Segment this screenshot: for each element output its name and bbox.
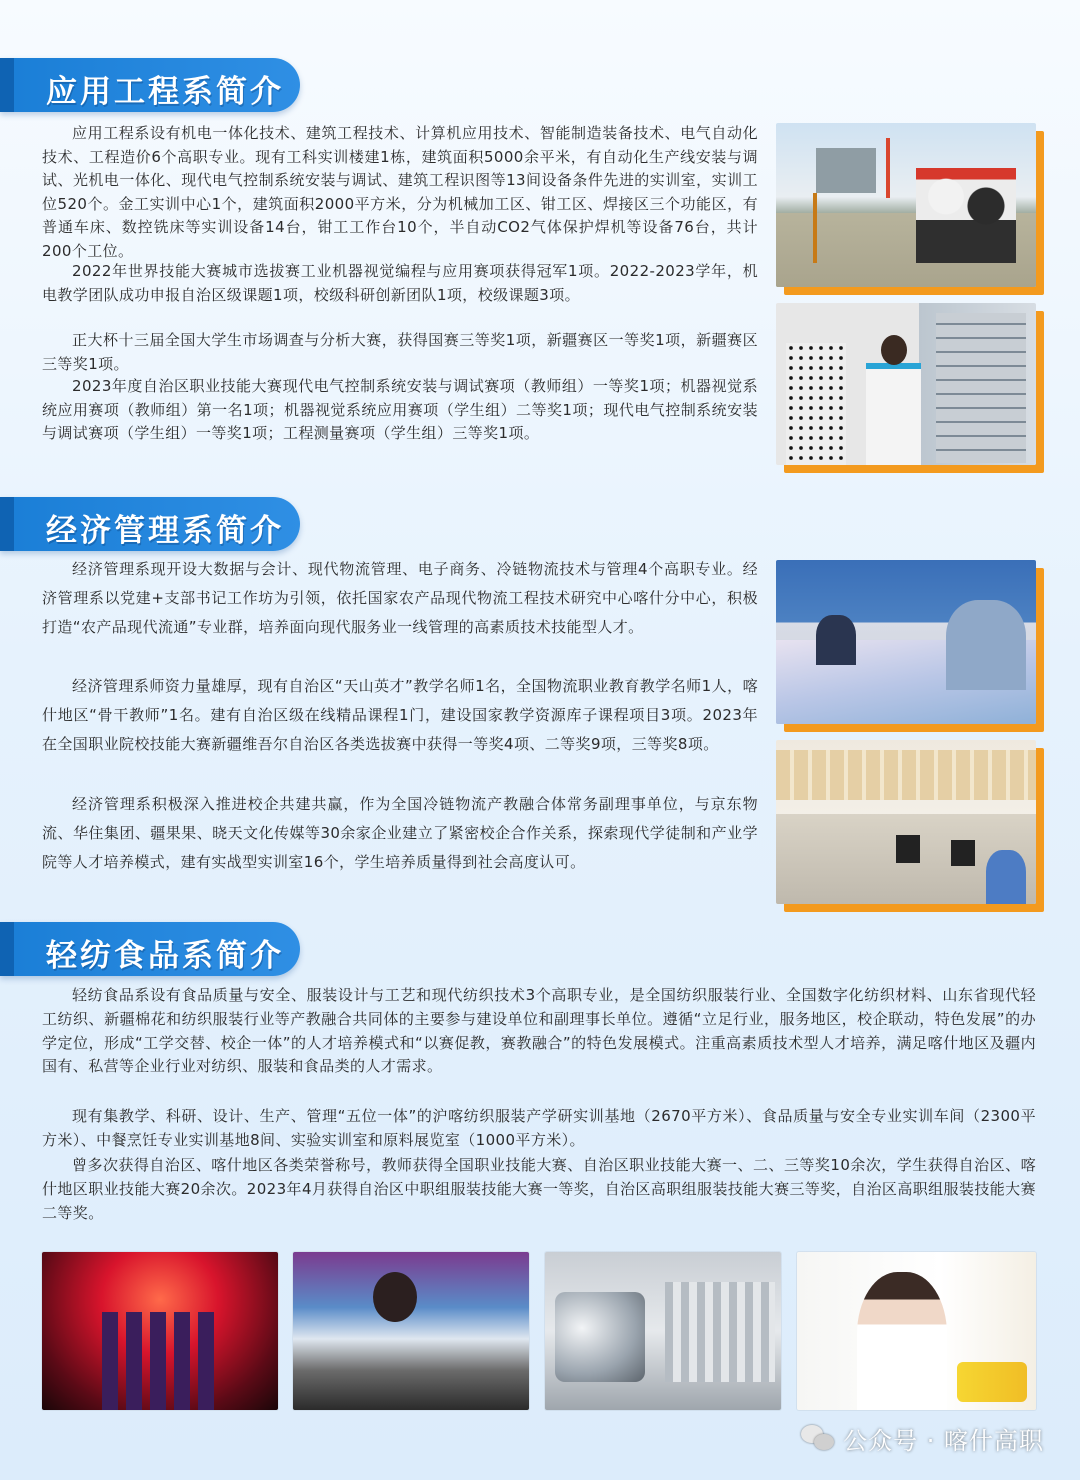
paragraph: 现有集教学、科研、设计、生产、管理“五位一体”的沪喀纺织服装产学研实训基地（2670平方米）、食品质量与安全专业实训车间（2300平方米）、中餐烹饪专业实训基地8间、实验实训室和原料展览室（1000平方米）。 — [42, 1107, 1036, 1149]
section-header-economic-management — [0, 497, 300, 551]
photo-food-plant — [545, 1252, 781, 1410]
photo-computer-lab — [776, 740, 1036, 904]
paragraph: 经济管理系师资力量雄厚，现有自治区“天山英才”教学名师1名，全国物流职业教育教学名师1人，喀什地区“骨干教师”1名。建有自治区级在线精品课程1门，建设国家教学资源库子课程项目3项。2023年在全国职业院校技能大赛新疆维吾尔自治区各类选拔赛中获得一等奖4项、二等奖9项，三等奖8项。 — [42, 677, 758, 753]
photo-fashion-runway — [42, 1252, 278, 1410]
paragraph: 经济管理系积极深入推进校企共建共赢，作为全国冷链物流产教融合体常务副理事单位，与京东物流、华住集团、疆果果、晓天文化传媒等30余家企业建立了紧密校企合作关系，探索现代学徒制和产业学院等人才培养模式，建有实战型实训室16个，学生培养质量得到社会高度认可。 — [42, 795, 758, 871]
section-title: 应用工程系简介 — [46, 74, 284, 110]
section-header-textile-food — [0, 922, 300, 976]
paragraph: 2022年世界技能大赛城市选拔赛工业机器视觉编程与应用赛项获得冠军1项。2022-2023学年，机电教学团队成功申报自治区级课题1项，校级科研创新团队1项，校级课题3项。 — [42, 262, 758, 304]
section-title: 经济管理系简介 — [46, 513, 284, 549]
paragraph: 应用工程系设有机电一体化技术、建筑工程技术、计算机应用技术、智能制造装备技术、电气自动化技术、工程造价6个高职专业。现有工科实训楼建1栋，建筑面积5000余平米，有自动化生产线安装与调试、光机电一体化、现代电气控制系统安装与调试、建筑工程识图等13间设备条件先进的实训室，实训工位520个。金工实训中心1个，建筑面积2000平方米，分为机械加工区、钳工区、焊接区三个功能区，有普通车床、数控铣床等实训设备14台，钳工工作台10个，半自动CO2气体保护焊机等设备76台，共计200个工位。 — [42, 124, 758, 260]
section-header-applied-engineering — [0, 58, 300, 112]
photo-electrical-training — [776, 303, 1036, 465]
paragraph: 正大杯十三届全国大学生市场调查与分析大赛，获得国赛三等奖1项，新疆赛区一等奖1项，新疆赛区三等奖1项。 — [42, 331, 758, 373]
wechat-icon — [801, 1425, 835, 1453]
paragraph: 轻纺食品系设有食品质量与安全、服装设计与工艺和现代纺织技术3个高职专业，是全国纺织服装行业、全国数字化纺织材料、山东省现代轻工纺织、新疆棉花和纺织服装行业等产教融合共同体的主要参与建设单位和副理事长单位。遵循“立足行业，服务地区，校企联动，特色发展”的办学定位，形成“工学交替、校企一体”的人才培养模式和“以赛促教，赛教融合”的特色发展模式。注重高素质技术型人才培养，满足喀什地区及疆内国有、私营等企业行业对纺织、服装和食品类的人才需求。 — [42, 986, 1036, 1076]
paragraph: 经济管理系现开设大数据与会计、现代物流管理、电子商务、冷链物流技术与管理4个高职专业。经济管理系以党建+支部书记工作坊为引领，依托国家农产品现代物流工程技术研究中心喀什分中心，积极打造“农产品现代流通”专业群，培养面向现代服务业一线管理的高素质技术技能型人才。 — [42, 560, 758, 636]
photo-logistics-sandtable — [776, 560, 1036, 724]
section-title: 轻纺食品系简介 — [46, 938, 284, 974]
wechat-watermark — [801, 1421, 1044, 1456]
photo-food-lab — [797, 1252, 1036, 1410]
paragraph: 曾多次获得自治区、喀什地区各类荣誉称号，教师获得全国职业技能大赛、自治区职业技能大赛一、二、三等奖10余次，学生获得自治区、喀什地区职业技能大赛20余次。2023年4月获得自治区中职组服装技能大赛一等奖，自治区高职组服装技能大赛三等奖，自治区高职组服装技能大赛二等奖。 — [42, 1156, 1036, 1222]
watermark-text: 公众号 · 喀什高职 — [843, 1427, 1044, 1455]
paragraph: 2023年度自治区职业技能大赛现代电气控制系统安装与调试赛项（教师组）一等奖1项；机器视觉系统应用赛项（教师组）第一名1项；机器视觉系统应用赛项（学生组）二等奖1项；现代电气控制系统安装与调试赛项（学生组）一等奖1项；工程测量赛项（学生组）三等奖1项。 — [42, 377, 758, 442]
photo-group-stage — [293, 1252, 529, 1410]
photo-construction-survey — [776, 123, 1036, 287]
